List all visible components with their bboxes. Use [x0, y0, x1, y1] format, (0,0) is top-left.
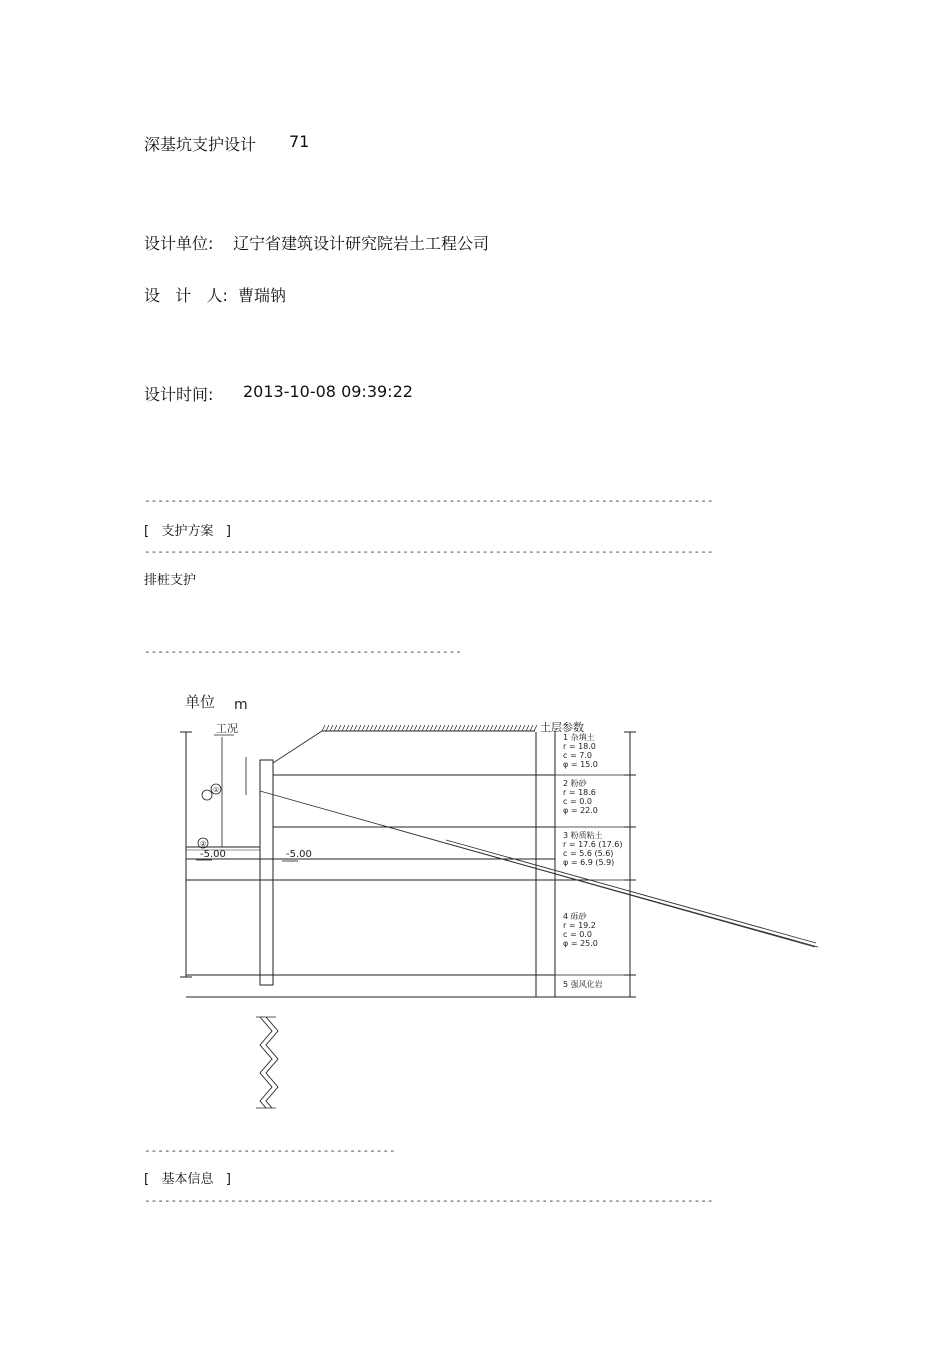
marker-1: ①	[213, 786, 220, 794]
page-title: 深基坑支护设计	[144, 135, 257, 154]
section-header-basic-info: [ 基本信息 ]	[144, 1172, 231, 1187]
svg-text:c = 0.0: c = 0.0	[563, 797, 592, 806]
layer-5-label	[563, 979, 603, 989]
pile-cross-section	[256, 1017, 278, 1108]
designer-label: 设 计 人:	[144, 286, 228, 305]
section-header-support-scheme: [ 支护方案 ]	[144, 524, 231, 539]
marker-2: ②	[200, 840, 207, 848]
support-type: 排桩支护	[144, 573, 197, 588]
svg-text:4 砾砂: 4 砾砂	[563, 912, 587, 921]
unit-value: m	[234, 697, 248, 713]
divider-short: ------------------------------------------------	[144, 645, 462, 658]
work-label: 工况	[216, 722, 238, 735]
svg-text:r = 18.6: r = 18.6	[563, 788, 596, 797]
svg-text:3 粉质粘土: 3 粉质粘土	[563, 831, 603, 840]
svg-text:φ = 25.0: φ = 25.0	[563, 939, 598, 948]
soil-params-label: 土层参数	[540, 721, 584, 734]
svg-text:c = 7.0: c = 7.0	[563, 751, 592, 760]
unit-label: 单位	[185, 693, 216, 711]
svg-text:c = 0.0: c = 0.0	[563, 930, 592, 939]
design-time-value: 2013-10-08 09:39:22	[243, 382, 413, 401]
svg-text:2 粉砂: 2 粉砂	[563, 779, 587, 788]
svg-text:r = 17.6 (17.6): r = 17.6 (17.6)	[563, 840, 623, 849]
divider: --------------------------------------------------------------------------------------	[144, 494, 714, 507]
svg-text:1 杂填土: 1 杂填土	[563, 733, 595, 742]
svg-text:r = 19.2: r = 19.2	[563, 921, 596, 930]
design-unit-label: 设计单位:	[144, 234, 214, 253]
svg-text:φ = 15.0: φ = 15.0	[563, 760, 598, 769]
divider-short: --------------------------------------	[144, 1144, 396, 1157]
layer-3-label	[563, 830, 623, 867]
design-time-label: 设计时间:	[144, 385, 214, 404]
svg-text:r = 18.0: r = 18.0	[563, 742, 596, 751]
layer-4-label	[563, 911, 598, 948]
divider: --------------------------------------------------------------------------------------	[144, 1194, 714, 1207]
svg-text:φ = 6.9 (5.9): φ = 6.9 (5.9)	[563, 858, 615, 867]
svg-text:5 强风化岩: 5 强风化岩	[563, 980, 603, 989]
designer-value: 曹瑞钠	[238, 286, 287, 305]
divider: --------------------------------------------------------------------------------------	[144, 545, 714, 558]
svg-text:c = 5.6 (5.6): c = 5.6 (5.6)	[563, 849, 614, 858]
ground-surface-hatch	[322, 725, 537, 731]
svg-text:φ = 22.0: φ = 22.0	[563, 806, 598, 815]
design-unit-value: 辽宁省建筑设计研究院岩土工程公司	[233, 234, 490, 253]
support-section-diagram	[160, 685, 825, 1115]
elevation-right: -5.00	[286, 849, 312, 860]
layer-1-label	[563, 732, 598, 769]
title-number: 71	[289, 132, 310, 151]
elevation-left: -5.00	[200, 849, 226, 860]
layer-2-label	[563, 778, 598, 815]
